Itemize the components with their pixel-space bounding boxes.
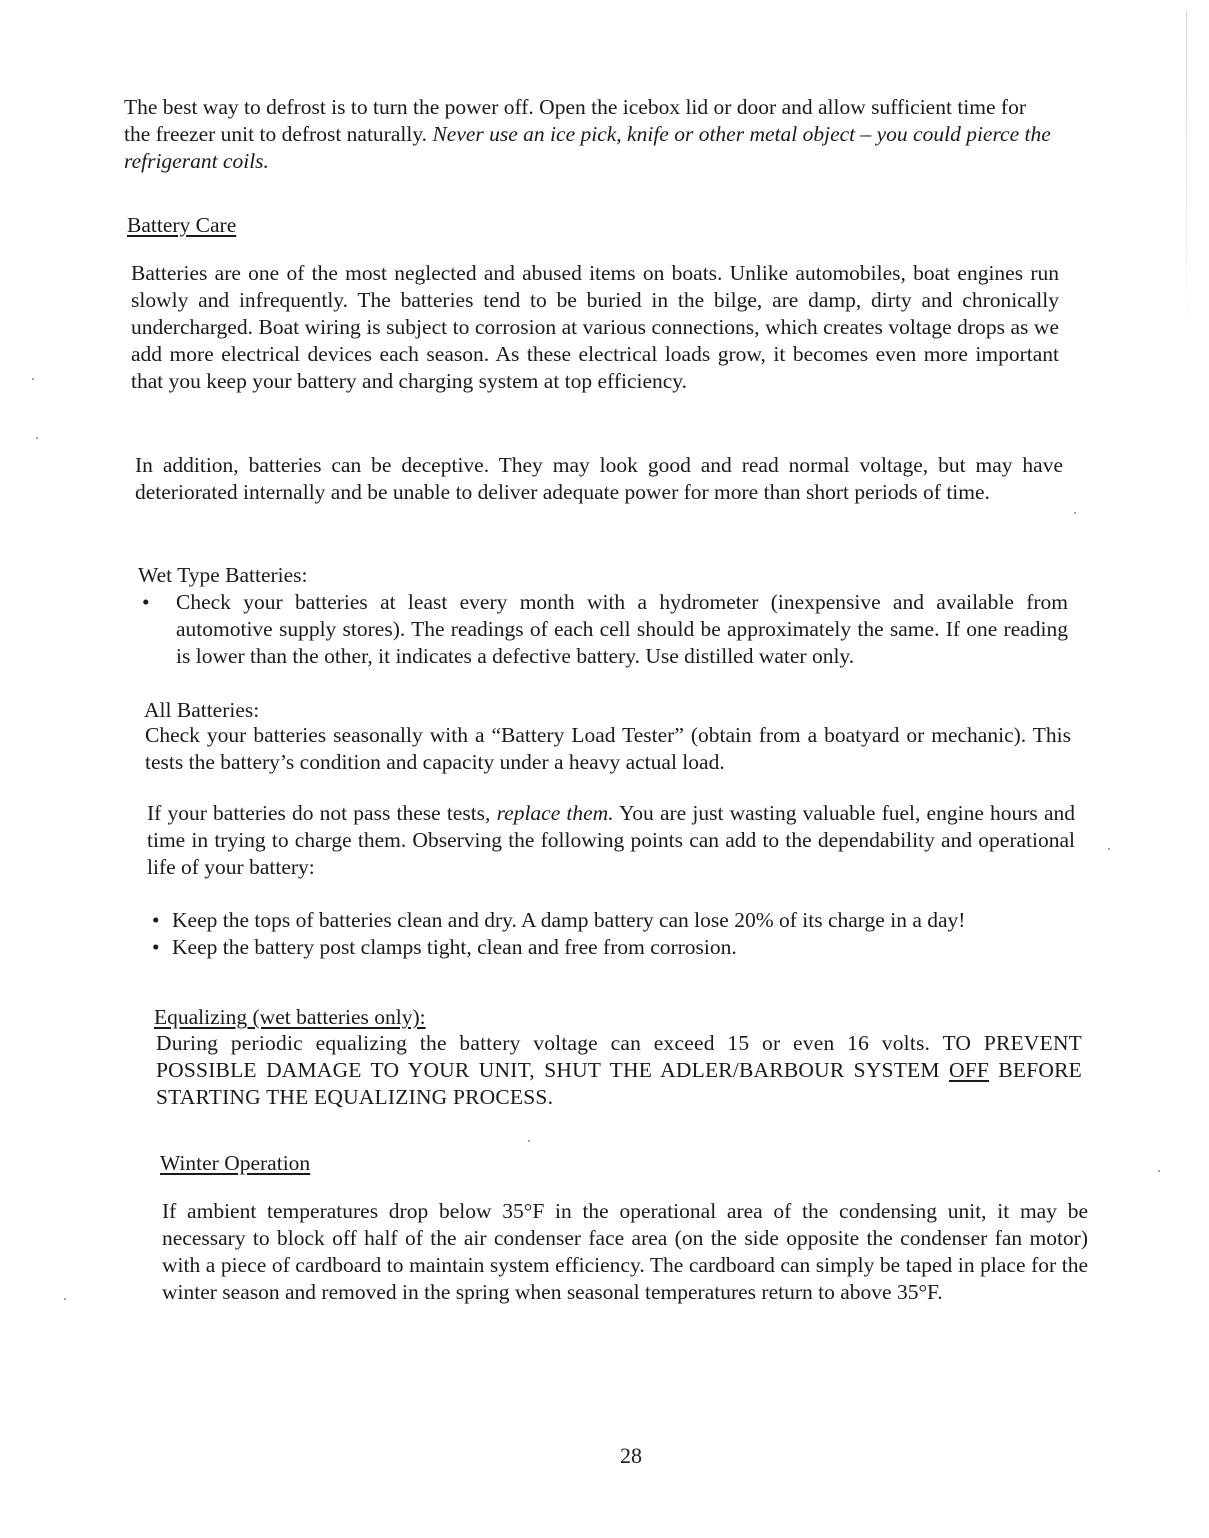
wet-type-item-text: Check your batteries at least every month with a hydrometer (inexpensive and available from automotive supply stores). The readings of each cell should be approximately the same. If one reading is lower than the other, it indicates a defective battery. Use distilled water only. [176, 590, 1068, 668]
scan-edge-line [1186, 10, 1187, 340]
equalizing-text-after: BEFORE STARTING THE EQUALIZING PROCESS. [156, 1058, 1082, 1109]
scan-speck [1074, 512, 1076, 514]
scan-speck [1108, 848, 1110, 850]
list-item [152, 934, 1078, 961]
scan-speck [64, 1298, 66, 1300]
bullet-icon: • [142, 590, 150, 614]
wet-type-list [142, 589, 1068, 670]
replace-text-before: If your batteries do not pass these tests, [147, 801, 491, 825]
battery-care-heading: Battery Care [127, 213, 237, 237]
list-item [152, 907, 1078, 934]
battery-care-paragraph-1: Batteries are one of the most neglected and abused items on boats. Unlike automobiles, boat engines run slowly and infrequently. The batteries tend to be buried in the bilge, are damp, dirty and chronically undercharged. Boat wiring is subject to corrosion at various connections, which creates voltage drops as we add more electrical devices each season. As these electrical loads grow, it becomes even more important that you keep your battery and charging system at top efficiency. [131, 261, 1059, 393]
scan-speck [1158, 1170, 1160, 1172]
list-item [142, 589, 1068, 670]
winter-operation-paragraph: If ambient temperatures drop below 35°F in the operational area of the condensing unit, it may be necessary to block off half of the air condenser face area (on the side opposite the condenser fan motor) with a piece of cardboard to maintain system efficiency. The cardboard can simply be taped in place for the winter season and removed in the spring when seasonal temperatures return to above 35°F. [162, 1199, 1088, 1304]
all-batteries-text: Check your batteries seasonally with a “Battery Load Tester” (obtain from a boatyard or mechanic). This tests the battery’s condition and capacity under a heavy actual load. [145, 723, 1071, 774]
replace-emphasis: replace them. [496, 801, 614, 825]
winter-operation-heading: Winter Operation [160, 1151, 311, 1175]
equalizing-heading: Equalizing (wet batteries only): [154, 1005, 426, 1029]
scan-speck [36, 437, 38, 439]
battery-tip-text: Keep the battery post clamps tight, clean and free from corrosion. [172, 935, 737, 959]
scan-speck [32, 378, 34, 380]
intro-paragraph [124, 94, 1054, 175]
equalizing-text-before: During periodic equalizing the battery voltage can exceed 15 or even 16 volts. TO PREVENT POSSIBLE DAMAGE TO YOUR UNIT, SHUT THE ADLER/BARBOUR SYSTEM [156, 1031, 1082, 1082]
replace-text-after: You are just wasting valuable fuel, engine hours and time in trying to charge them. Observing the following points can add to the dependability and operational life of your battery: [147, 801, 1076, 879]
all-batteries-heading: All Batteries: [144, 698, 260, 722]
battery-care-paragraph-2: In addition, batteries can be deceptive. They may look good and read normal voltage, but may have deteriorated internally and be unable to deliver adequate power for more than short periods of time. [135, 453, 1063, 504]
intro-warning: Never use an ice pick, knife or other metal object – you could pierce the refrigerant coils. [124, 122, 1051, 173]
bullet-icon: • [152, 908, 160, 932]
page-number: 28 [620, 1443, 642, 1468]
equalizing-paragraph [156, 1030, 1082, 1111]
battery-tips-list [152, 907, 1078, 961]
wet-type-heading: Wet Type Batteries: [138, 563, 308, 587]
scan-speck [528, 1140, 530, 1142]
equalizing-off-emphasis: OFF [949, 1058, 990, 1082]
intro-text: The best way to defrost is to turn the power off. Open the icebox lid or door and allow sufficient time for the freezer unit to defrost naturally. [124, 95, 1026, 146]
bullet-icon: • [152, 935, 160, 959]
replace-batteries-paragraph [147, 800, 1075, 881]
battery-tip-text: Keep the tops of batteries clean and dry. A damp battery can lose 20% of its charge in a day! [172, 908, 966, 932]
